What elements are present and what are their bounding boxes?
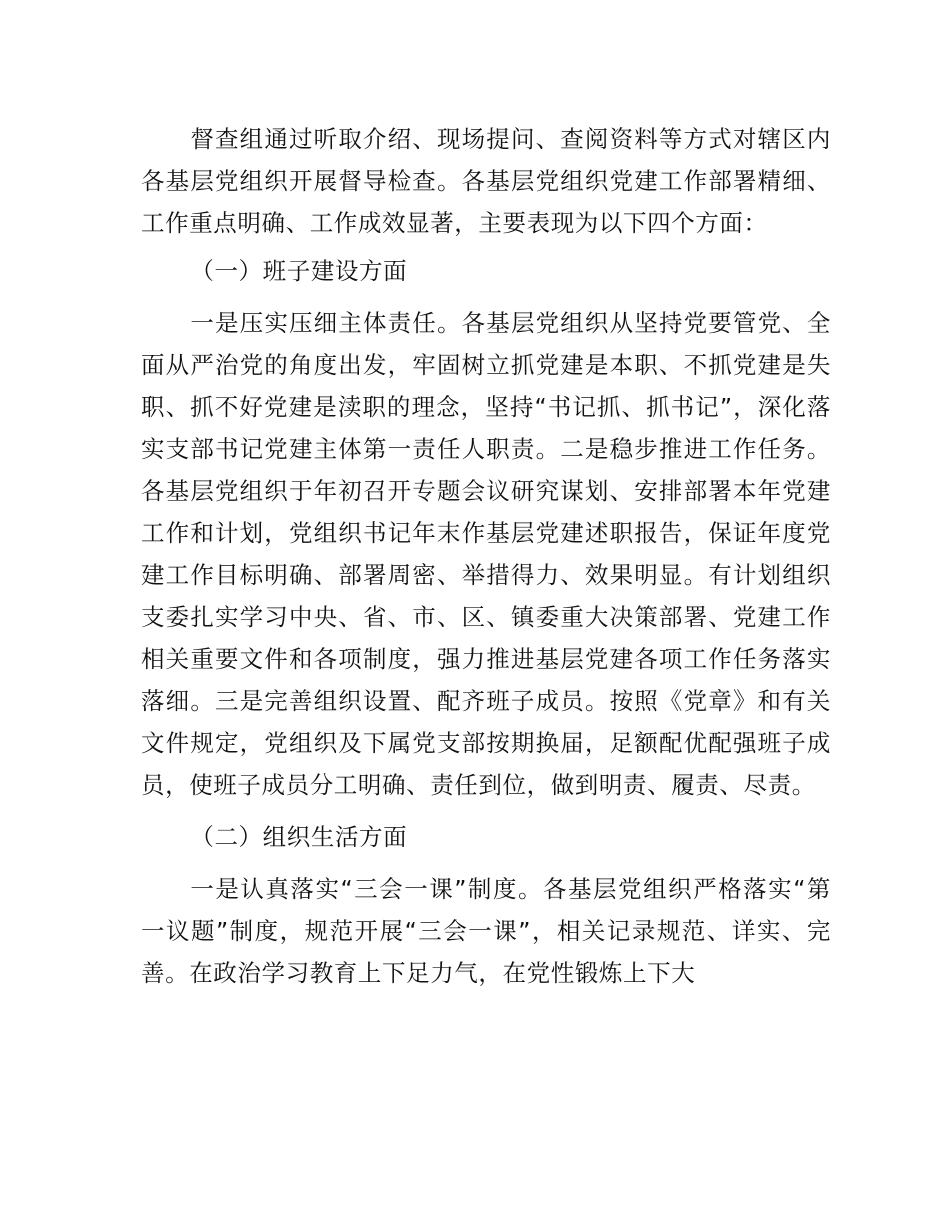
paragraph-team-building: 一是压实压细主体责任。各基层党组织从坚持党要管党、全面从严治党的角度出发，牢固树立抓党建是本职、不抓党建是失职、抓不好党建是渎职的理念，坚持“书记抓、抓书记”，深化落实支部书记党建主体第一责任人职责。二是稳步推进工作任务。各基层党组织于年初召开专题会议研究谋划、安排部署本年党建工作和计划，党组织书记年末作基层党建述职报告，保证年度党建工作目标明确、部署周密、举措得力、效果明显。有计划组织支委扎实学习中央、省、市、区、镇委重大决策部署、党建工作相关重要文件和各项制度，强力推进基层党建各项工作任务落实落细。三是完善组织设置、配齐班子成员。按照《党章》和有关文件规定，党组织及下属党支部按期换届，足额配优配强班子成员，使班子成员分工明确、责任到位，做到明责、履责、尽责。 [141, 309, 831, 799]
section-heading-team-building: （一）班子建设方面 [190, 257, 408, 285]
section-heading-organizational-life: （二）组织生活方面 [190, 823, 408, 851]
spacer [141, 806, 831, 816]
document-body [141, 118, 831, 994]
spacer [141, 858, 831, 868]
paragraph-organizational-life: 一是认真落实“三会一课”制度。各基层党组织严格落实“第一议题”制度，规范开展“三会一课”，相关记录规范、详实、完善。在政治学习教育上下足力气，在党性锻炼上下大 [141, 875, 831, 987]
spacer [141, 292, 831, 302]
paragraph-intro: 督查组通过听取介绍、现场提问、查阅资料等方式对辖区内各基层党组织开展督导检查。各基层党组织党建工作部署精细、工作重点明确、工作成效显著，主要表现为以下四个方面： [141, 125, 831, 237]
